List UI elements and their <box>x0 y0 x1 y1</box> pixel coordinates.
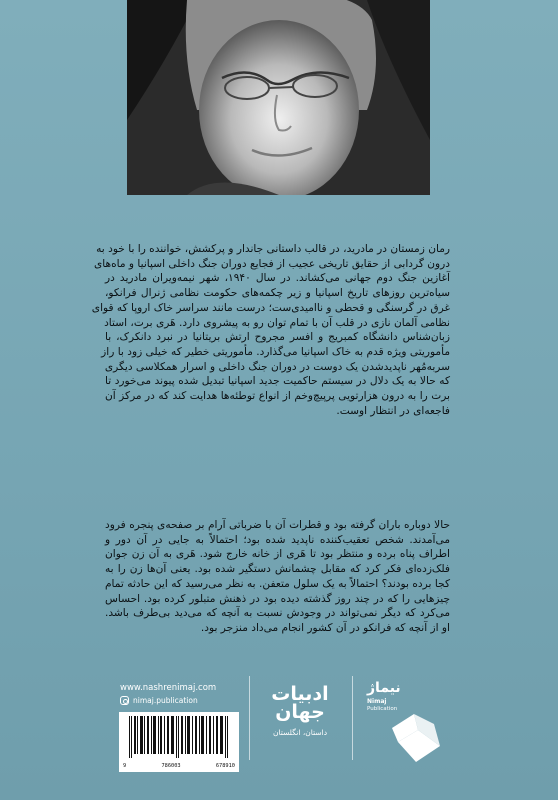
series-line2: جهان <box>275 701 325 723</box>
excerpt-line: چیزهایی را که در چند روز گذشته دیده بود در ذهنش متبلور کرده بود. احساس <box>105 592 450 605</box>
instagram-icon <box>120 696 129 705</box>
excerpt-line: او از آنچه که فرانکو در آن کشور انجام می‌داد منزجر بود. <box>200 621 450 634</box>
book-description <box>91 242 450 418</box>
barcode-digit-group: 678910 <box>215 763 235 769</box>
excerpt-line: اطراف پناه برده و منتظر بود تا هَری از خانه خارج شود. هَری به آن زن جوان <box>105 548 450 561</box>
excerpt-line: می‌آمدند. شخص تعقیب‌کننده ناپدید شده بود؛ احتمالاً به جایی در آن دور و <box>105 533 450 546</box>
excerpt-line: فلک‌زده‌ای فکر کرد که مقابل چشمانش دستگیر شده بود. یعنی آن‌ها زن را به <box>105 563 450 576</box>
description-line: فاجعه‌ای در انتظار اوست. <box>336 404 450 417</box>
publisher-logo-fa: نیماژ <box>367 680 401 696</box>
publisher-logo-sub: Publication <box>367 706 398 712</box>
isbn-barcode <box>119 712 239 772</box>
description-line: رمان زمستان در مادرید، در قالب داستانی جاندار و پرکشش، خواننده را با خود به <box>96 243 450 255</box>
publisher-logo <box>364 676 444 766</box>
description-line: که حالا به یک دلال در سیستم حاکمیت جدید اسپانیا تبدیل شده پیوند می‌خورد تا <box>105 375 450 388</box>
publisher-instagram <box>120 696 198 705</box>
divider <box>249 676 250 760</box>
series-line1: ادبیات <box>271 683 329 705</box>
description-line: زبان‌شناس دانشگاه کمبریج و افسر مجروح ارتش بریتانیا در نبرد دانکرک، با <box>105 331 450 344</box>
publisher-logo-en: Nimaj <box>367 698 387 705</box>
series-logo <box>256 676 344 760</box>
description-line: سربه‌مُهر ناپدیدشدن یک دوست در دوران جنگ داخلی و اسرار همکلاسی دیگری <box>104 360 450 373</box>
instagram-handle: nimaj.publication <box>133 696 198 705</box>
barcode-digit-group: 786003 <box>161 763 181 769</box>
description-line: برت را به درون هزارتویی پرپیچ‌وخم از انواع توطئه‌ها هدایت کند که در مرکز آن <box>105 390 450 403</box>
divider <box>352 676 353 760</box>
excerpt-line: کجا برده بودند؟ احتمالاً به یک سلول متعفن. به نظر می‌رسید که این حادثه تمام <box>105 577 450 590</box>
barcode-digits <box>123 763 235 769</box>
author-photo <box>127 0 430 195</box>
publisher-emblem-icon <box>388 706 442 764</box>
series-subtitle: داستان، انگلستان <box>272 728 328 737</box>
book-excerpt <box>105 518 450 636</box>
description-line: آغازین جنگ دوم جهانی می‌کشاند. در سال ۱۹۴۰، شهر نیمه‌ویران مادرید در <box>105 272 450 285</box>
description-line: نظامی آلمان نازی در قلب آن با تمام توان رو به پیشروی دارد. هَری برت، استاد <box>104 316 450 329</box>
description-line: مأموریتی ویژه قدم به خاک اسپانیا می‌گذارد. مأموریتی خطیر که خیلی زود با راز <box>101 345 450 358</box>
barcode-digit-group: 9 <box>123 763 127 769</box>
description-line: سیاه‌ترین روزهای تاریخ اسپانیا و زیر چکمه‌های حکومت نظامی ژنرال فرانکو، <box>105 287 450 300</box>
excerpt-line: حالا دوباره باران گرفته بود و قطرات آن با ضرباتی آرام بر صفحه‌ی پنجره فرود <box>105 519 450 531</box>
description-line: درون گردابی از حقایق تاریخی عجیب از فجایع دوران جنگ داخلی اسپانیا و ماه‌های <box>94 257 450 270</box>
publisher-website: www.nashrenimaj.com <box>120 683 217 693</box>
excerpt-line: می‌کرد که دیگر نمی‌تواند در وجودش نسبت به آنچه که می‌دید بی‌طرف باشد. <box>105 607 450 620</box>
description-line: غرق در گرسنگی و قحطی و ناامیدی‌ست؛ درست مانند سراسر خاک اروپا که قوای <box>91 301 450 314</box>
barcode-bars <box>129 716 229 758</box>
